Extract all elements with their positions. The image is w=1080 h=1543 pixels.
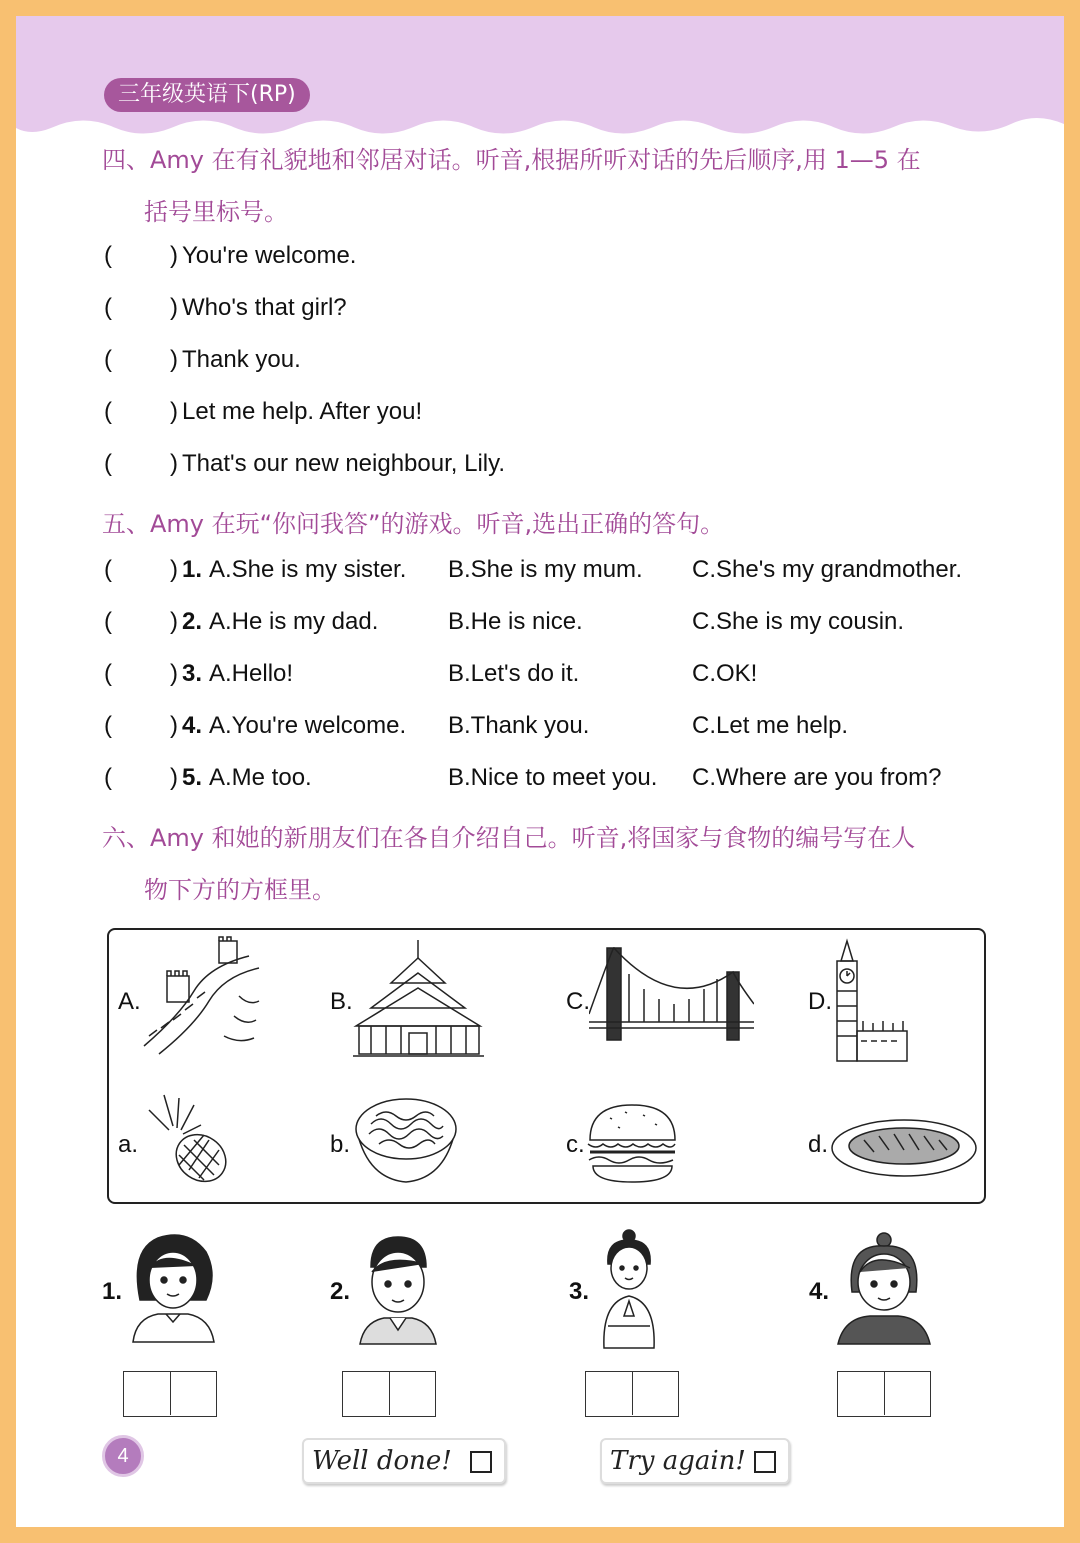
answer-paren-close: ) [170, 398, 178, 425]
list-item [16, 450, 1064, 490]
question-number: 1. [182, 556, 203, 583]
table-row [16, 556, 1064, 596]
answer-paren-close: ) [170, 294, 178, 321]
country-label-d: D. [808, 988, 832, 1015]
steak-icon [829, 1110, 979, 1180]
option-b: B.He is nice. [448, 608, 583, 635]
food-label-b: b. [330, 1131, 351, 1158]
answer-paren-close: ) [170, 764, 178, 791]
option-b: B.Thank you. [448, 712, 590, 739]
picture-box [107, 928, 986, 1204]
book-title-tag: 三年级英语下(RP) [104, 78, 310, 112]
option-a: A.Hello! [209, 660, 294, 687]
answer-cell-food[interactable] [884, 1372, 930, 1415]
country-label-c: C. [566, 988, 590, 1015]
answer-paren-open[interactable]: ( [104, 346, 112, 373]
option-b: B.She is my mum. [448, 556, 643, 583]
table-row [16, 608, 1064, 648]
answer-cell-country[interactable] [586, 1372, 632, 1415]
dialogue-line: Who's that girl? [182, 294, 347, 321]
food-label-d: d. [808, 1131, 829, 1158]
option-a: A.She is my sister. [209, 556, 407, 583]
well-done-label: Well done! [312, 1446, 452, 1476]
try-again-checkbox[interactable] [754, 1451, 776, 1473]
country-label-b: B. [330, 988, 353, 1015]
answer-cell-country[interactable] [343, 1372, 389, 1415]
answer-paren-close: ) [170, 242, 178, 269]
kid-number-3: 3. [569, 1278, 590, 1305]
great-wall-icon [139, 936, 264, 1061]
answer-paren-close: ) [170, 608, 178, 635]
girl-with-bun-avatar-icon [834, 1232, 934, 1347]
option-a: A.Me too. [209, 764, 312, 791]
section5-title: 五、Amy 在玩“你问我答”的游戏。听音,选出正确的答句。 [102, 510, 725, 538]
answer-paren-open[interactable]: ( [104, 242, 112, 269]
section6-title-line2: 物下方的方框里。 [144, 876, 336, 904]
answer-paren-open[interactable]: ( [104, 764, 112, 791]
kid-number-4: 4. [809, 1278, 830, 1305]
temple-icon [351, 938, 486, 1063]
option-c: C.She is my cousin. [692, 608, 905, 635]
question-number: 5. [182, 764, 203, 791]
list-item [16, 294, 1064, 334]
well-done-checkbox[interactable] [470, 1451, 492, 1473]
table-row [16, 712, 1064, 752]
answer-paren-close: ) [170, 712, 178, 739]
boy-avatar-icon [356, 1232, 441, 1347]
answer-paren-open[interactable]: ( [104, 398, 112, 425]
answer-paren-open[interactable]: ( [104, 608, 112, 635]
food-label-c: c. [566, 1131, 585, 1158]
answer-cell-country[interactable] [124, 1372, 170, 1415]
answer-paren-open[interactable]: ( [104, 450, 112, 477]
question-number: 4. [182, 712, 203, 739]
answer-cell-food[interactable] [170, 1372, 216, 1415]
option-b: B.Nice to meet you. [448, 764, 658, 791]
list-item [16, 242, 1064, 282]
option-c: C.Where are you from? [692, 764, 942, 791]
answer-paren-open[interactable]: ( [104, 556, 112, 583]
kid-number-1: 1. [102, 1278, 123, 1305]
option-a: A.You're welcome. [209, 712, 407, 739]
pineapple-icon [139, 1090, 239, 1190]
table-row [16, 764, 1064, 804]
list-item [16, 346, 1064, 386]
answer-cell-food[interactable] [632, 1372, 678, 1415]
big-ben-icon [831, 936, 911, 1066]
answer-paren-close: ) [170, 450, 178, 477]
question-number: 2. [182, 608, 203, 635]
section4-title-line2: 括号里标号。 [144, 198, 288, 226]
kid-number-2: 2. [330, 1278, 351, 1305]
answer-paren-open[interactable]: ( [104, 660, 112, 687]
answer-box-4[interactable] [837, 1371, 931, 1417]
option-b: B.Let's do it. [448, 660, 580, 687]
girl-avatar-icon [128, 1230, 218, 1345]
option-c: C.OK! [692, 660, 758, 687]
dialogue-line: Thank you. [182, 346, 301, 373]
thai-girl-avatar-icon [594, 1226, 664, 1351]
answer-cell-country[interactable] [838, 1372, 884, 1415]
dialogue-line: That's our new neighbour, Lily. [182, 450, 505, 477]
try-again-label: Try again! [610, 1446, 746, 1476]
section6-title-line1: 六、Amy 和她的新朋友们在各自介绍自己。听音,将国家与食物的编号写在人 [102, 824, 916, 852]
country-label-a: A. [118, 988, 141, 1015]
option-c: C.Let me help. [692, 712, 849, 739]
answer-paren-close: ) [170, 346, 178, 373]
answer-box-1[interactable] [123, 1371, 217, 1417]
food-label-a: a. [118, 1131, 139, 1158]
option-c: C.She's my grandmother. [692, 556, 963, 583]
answer-cell-food[interactable] [389, 1372, 435, 1415]
burger-icon [585, 1100, 680, 1190]
well-done-badge[interactable] [302, 1438, 506, 1484]
list-item [16, 398, 1064, 438]
dialogue-line: Let me help. After you! [182, 398, 423, 425]
section4-title-line1: 四、Amy 在有礼貌地和邻居对话。听音,根据所听对话的先后顺序,用 1—5 在 [102, 146, 921, 174]
noodles-icon [351, 1094, 461, 1189]
answer-box-3[interactable] [585, 1371, 679, 1417]
bridge-icon [589, 944, 754, 1044]
page-number: 4 [102, 1435, 144, 1477]
answer-paren-open[interactable]: ( [104, 294, 112, 321]
option-a: A.He is my dad. [209, 608, 379, 635]
table-row [16, 660, 1064, 700]
try-again-badge[interactable] [600, 1438, 790, 1484]
answer-box-2[interactable] [342, 1371, 436, 1417]
question-number: 3. [182, 660, 203, 687]
dialogue-line: You're welcome. [182, 242, 357, 269]
answer-paren-close: ) [170, 660, 178, 687]
answer-paren-close: ) [170, 556, 178, 583]
answer-paren-open[interactable]: ( [104, 712, 112, 739]
worksheet-page [16, 16, 1064, 1527]
